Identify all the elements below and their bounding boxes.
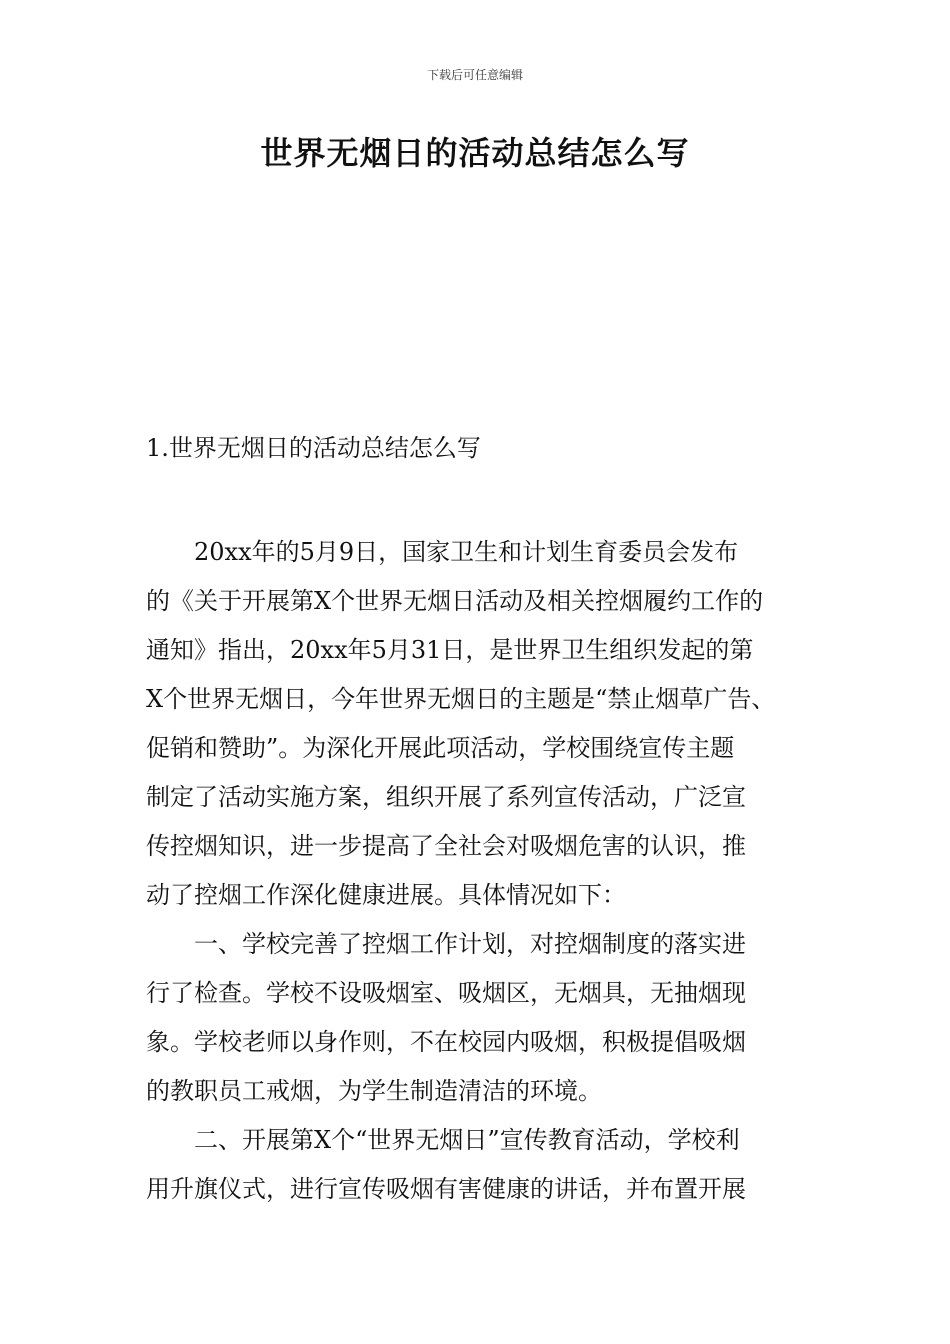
text-line: 传控烟知识，进一步提高了全社会对吸烟危害的认识，推 [146, 832, 746, 860]
text-line: 20xx年的5月9日，国家卫生和计划生育委员会发布 [146, 538, 739, 566]
body-text [146, 528, 836, 1214]
text-line: 的教职员工戒烟，为学生制造清洁的环境。 [146, 1077, 602, 1105]
text-line: X个世界无烟日，今年世界无烟日的主题是“禁止烟草广告、 [146, 685, 776, 713]
text-line: 促销和赞助”。为深化开展此项活动，学校围绕宣传主题 [146, 734, 735, 762]
section-heading: 1.世界无烟日的活动总结怎么写 [146, 434, 481, 462]
text-line: 动了控烟工作深化健康进展。具体情况如下： [146, 881, 626, 909]
text-line: 用升旗仪式，进行宣传吸烟有害健康的讲话，并布置开展 [146, 1175, 746, 1203]
text-line: 象。学校老师以身作则，不在校园内吸烟，积极提倡吸烟 [146, 1028, 746, 1056]
text-line: 一、学校完善了控烟工作计划，对控烟制度的落实进 [146, 930, 746, 958]
text-line: 二、开展第X个“世界无烟日”宣传教育活动，学校利 [146, 1126, 740, 1154]
document-title: 世界无烟日的活动总结怎么写 [260, 134, 690, 172]
text-line: 制定了活动实施方案，组织开展了系列宣传活动，广泛宣 [146, 783, 746, 811]
header-note: 下载后可任意编辑 [426, 68, 523, 82]
text-line: 通知》指出，20xx年5月31日，是世界卫生组织发起的第 [146, 636, 754, 664]
text-line: 行了检查。学校不设吸烟室、吸烟区，无烟具，无抽烟现 [146, 979, 746, 1007]
text-line: 的《关于开展第X个世界无烟日活动及相关控烟履约工作的 [146, 587, 764, 615]
